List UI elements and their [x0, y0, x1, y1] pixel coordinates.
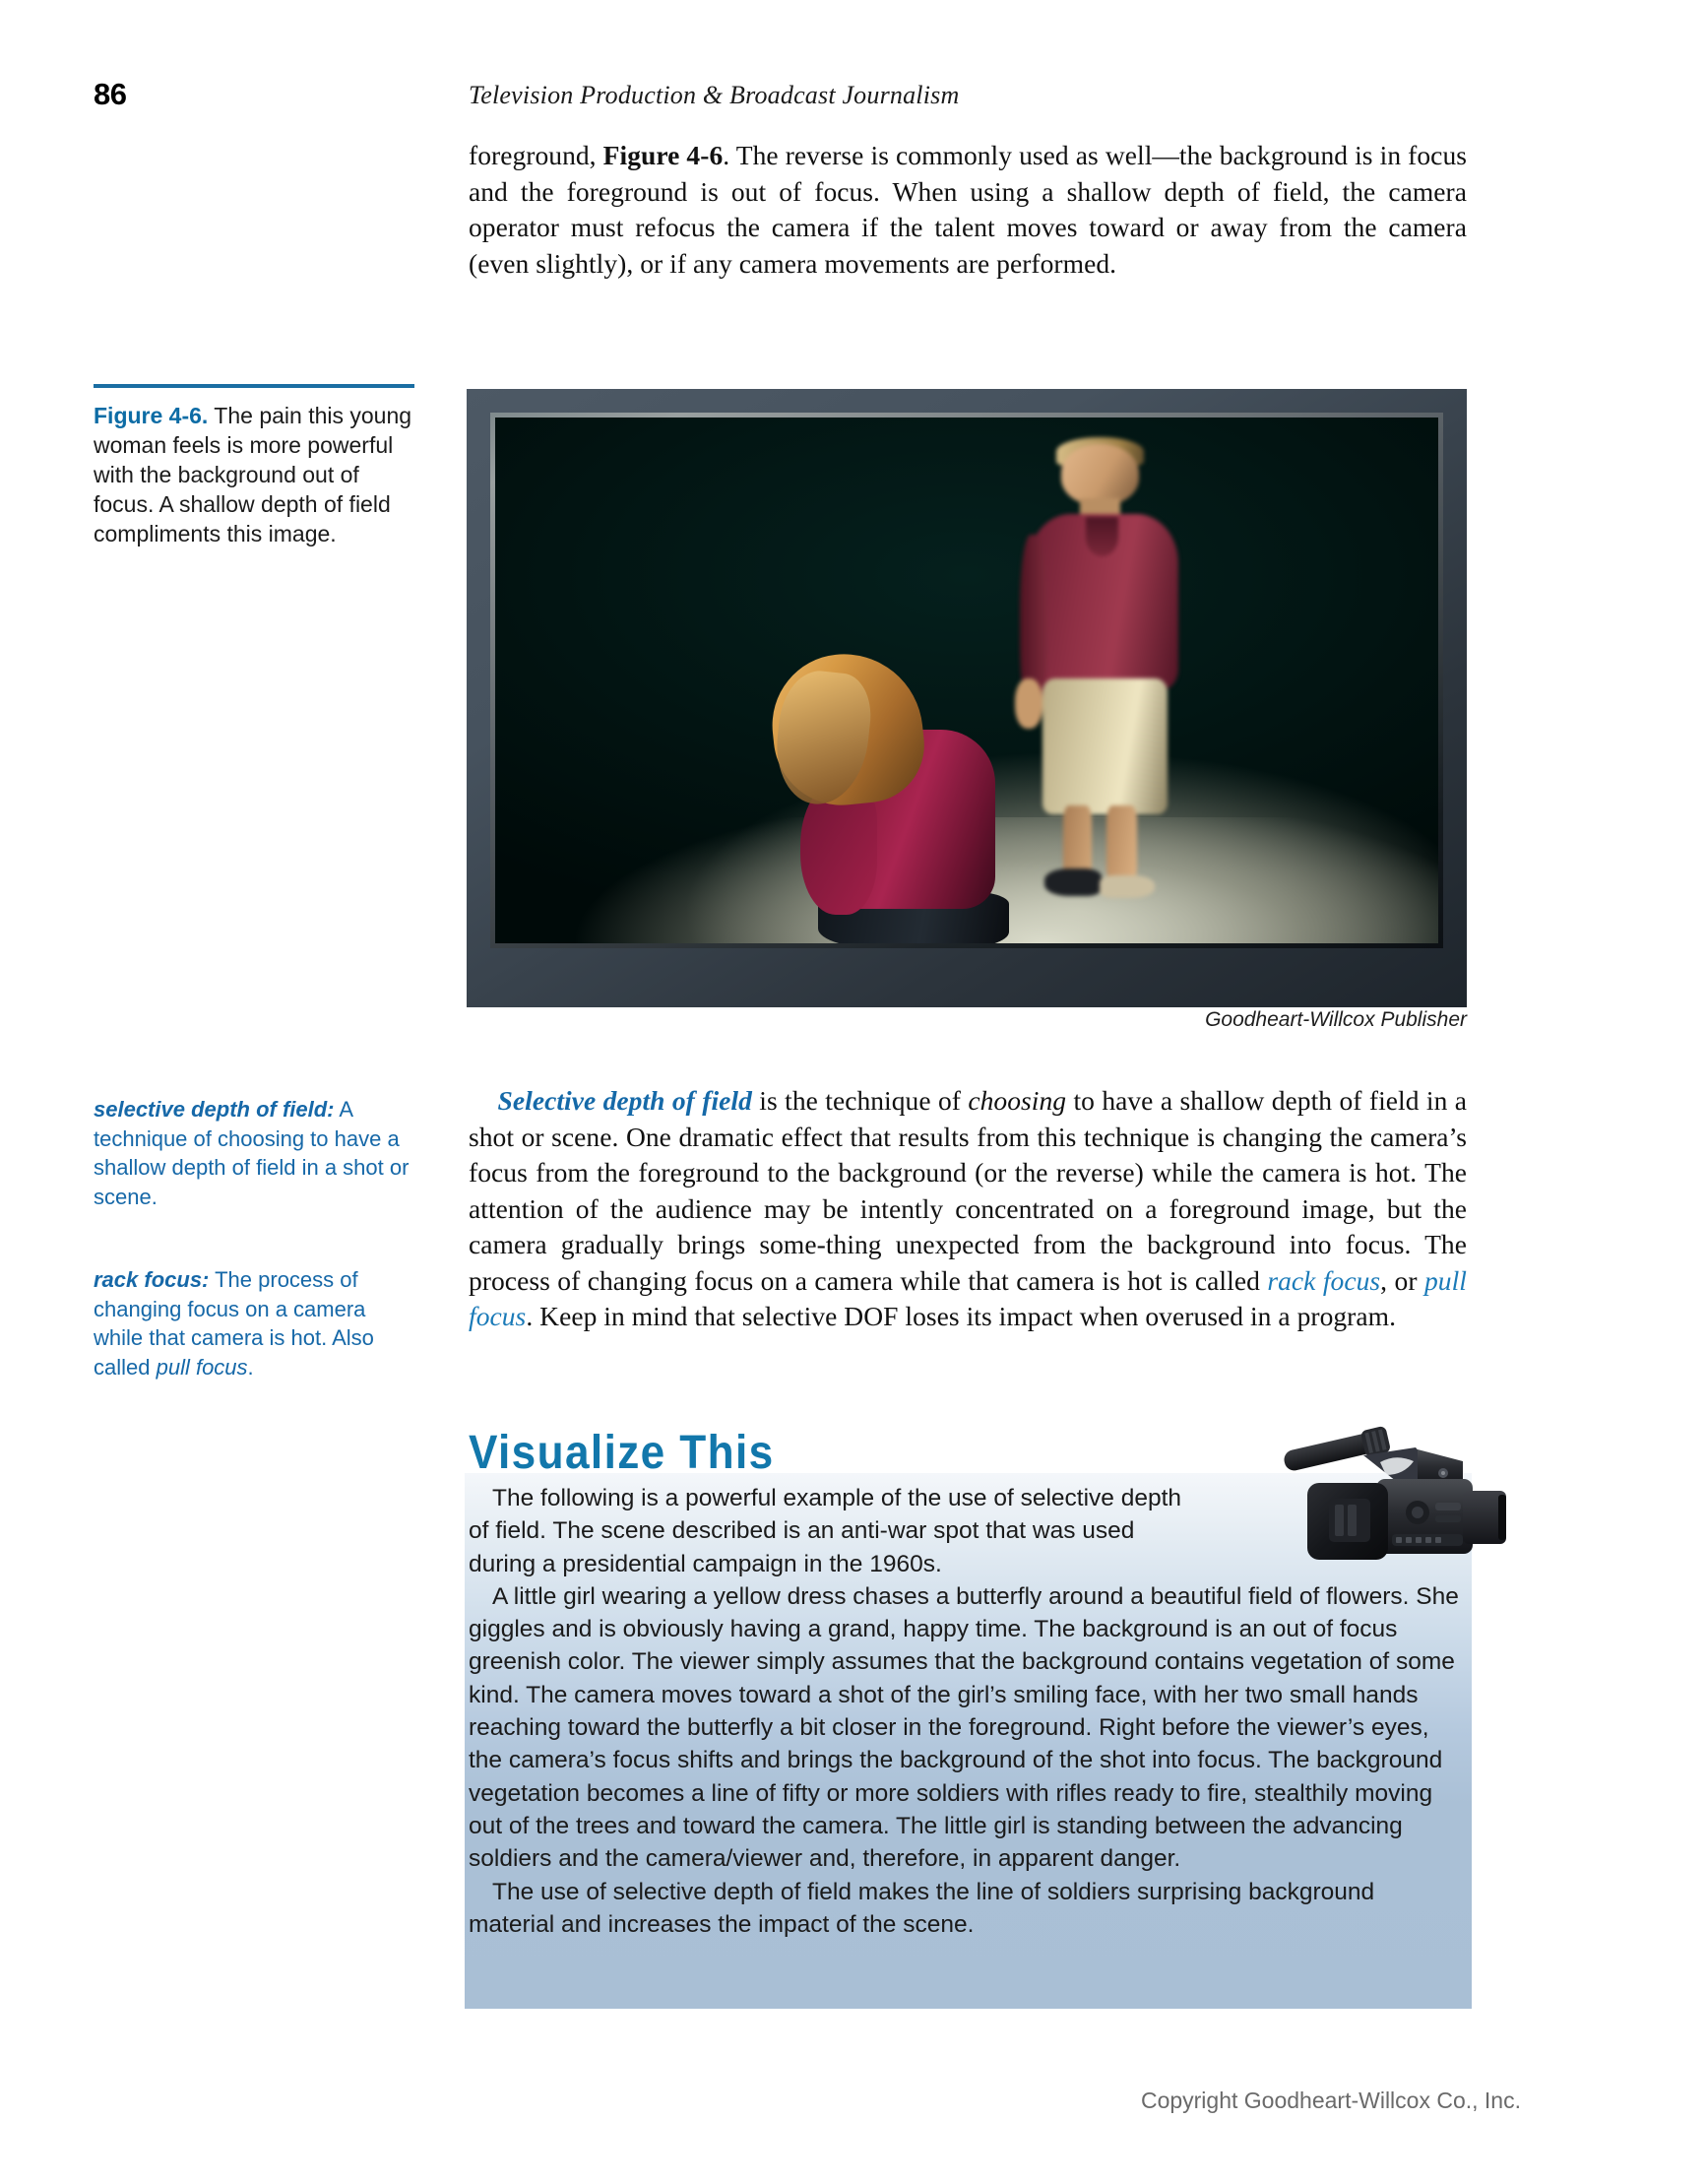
body-paragraph-2: Selective depth of field is the technique of choosing to have a shallow depth of field in a shot or scene. One dramatic effect that results from this technique is changing the camera’s focus from the foreground to the background (or the reverse) while the camera is hot. The attention of the audience may be intently concentrated on a foreground image, but the camera gradually brings some-thing unexpected from the background into focus. The process of changing focus on a camera while that camera is hot is called rack focus, or pull focus. Keep in mind that selective DOF loses its impact when overused in a program.: [469, 1085, 1468, 1331]
caption-rule: [94, 384, 414, 388]
main-text-column: [469, 138, 1467, 282]
camcorder-icon: [1270, 1418, 1506, 1585]
photo-kneeling-woman: [769, 654, 995, 943]
visualize-paragraph-2: A little girl wearing a yellow dress chases a butterfly around a beautiful field of flowers. She giggles and is obviously having a grand, happy time. The background is an out of focus greenish color. The viewer simply assumes that the background contains vegetation of some kind. The camera moves toward a shot of the girl’s smiling face, with her two small hands reaching toward the butterfly a bit closer in the foreground. Right before the viewer’s eyes, the camera’s focus shifts and brings the background of the shot into focus. The background vegetation becomes a line of fifty or more soldiers with rifles ready to fire, stealthily moving out of the trees and toward the camera. The little girl is standing between the advancing soldiers and the camera/viewer and, therefore, in apparent danger.: [469, 1582, 1459, 1873]
man-head: [1061, 444, 1139, 505]
man-shorts: [1043, 678, 1169, 814]
glossary-term-label: selective depth of field:: [94, 1097, 335, 1122]
main-text-column-2: [469, 1083, 1467, 1335]
man-hand: [1015, 678, 1043, 729]
glossary-term-definition: A technique of choosing to have a shallow depth of field in a shot or scene.: [94, 1097, 410, 1209]
man-right-leg: [1106, 805, 1137, 882]
figure-photograph: [495, 418, 1438, 943]
glossary-term-definition: The process of changing focus on a camera while that camera is hot. Also called pull focus.: [94, 1267, 374, 1380]
photo-credit: Goodheart-Willcox Publisher: [1205, 1008, 1467, 1031]
figure-caption-text: [94, 401, 418, 548]
man-shirt: [1029, 514, 1178, 690]
figure-caption-label: Figure 4-6.: [94, 403, 209, 428]
figure-4-6-image: [467, 389, 1467, 1007]
glossary-term-rack-focus: [94, 1265, 418, 1381]
man-right-shoe: [1100, 875, 1154, 898]
page-number: 86: [94, 77, 127, 111]
glossary-term-label: rack focus:: [94, 1267, 210, 1292]
glossary-term-selective-depth-of-field: [94, 1095, 418, 1211]
body-paragraph-1: foreground, Figure 4-6. The reverse is commonly used as well—the background is in focus and the foreground is out of focus. When using a shallow depth of field, the camera operator must refocus the camera if the talent moves toward or away from the camera (even slightly), or if any camera movements are performed.: [469, 140, 1467, 279]
visualize-paragraph-3: The use of selective depth of field makes the line of soldiers surprising background material and increases the impact of the scene.: [469, 1878, 1375, 1938]
figure-caption-block: [94, 384, 418, 548]
man-left-shoe: [1044, 868, 1103, 896]
visualize-paragraph-1: The following is a powerful example of the use of selective depth of field. The scene described is an anti-war spot that was used during a presidential campaign in the 1960s.: [469, 1485, 1182, 1577]
photo-standing-man: [1019, 444, 1188, 896]
running-head: Television Production & Broadcast Journalism: [469, 81, 960, 109]
copyright-line: Copyright Goodheart-Willcox Co., Inc.: [1140, 2088, 1521, 2113]
figure-caption-body: The pain this young woman feels is more powerful with the background out of focus. A shallow depth of field compliments this image.: [94, 403, 412, 546]
visualize-this-heading: Visualize This: [469, 1427, 775, 1479]
